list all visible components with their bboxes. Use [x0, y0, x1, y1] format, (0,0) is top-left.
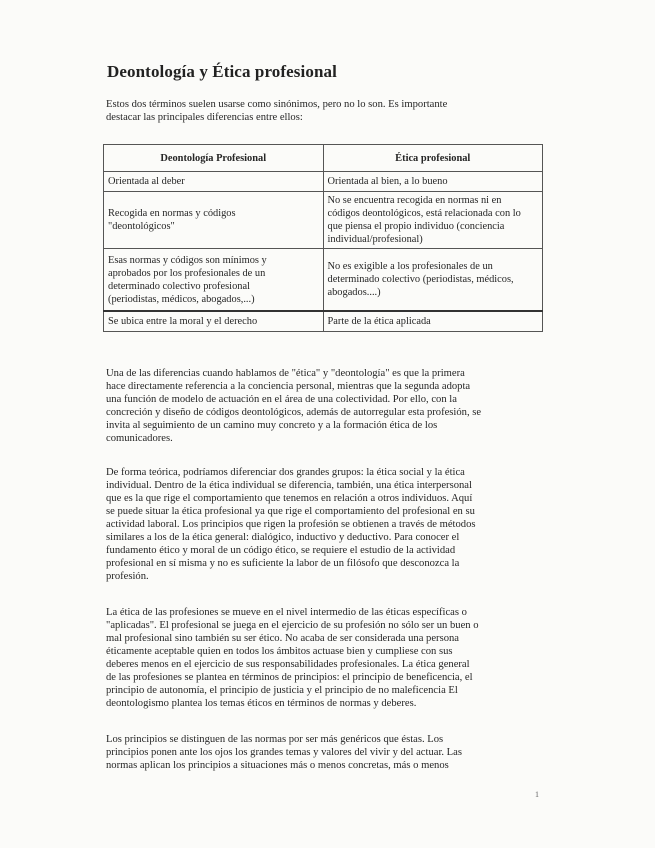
paragraph-line: profesión.	[106, 571, 149, 582]
paragraph-line: Los principios se distinguen de las normas por ser más genéricos que éstas. Los	[106, 734, 444, 745]
cell-line: Se ubica entre la moral y el derecho	[108, 316, 258, 327]
table-cell	[323, 249, 543, 312]
table-row	[104, 311, 543, 332]
cell-line: "deontológicos"	[108, 221, 175, 232]
comparison-table	[103, 144, 543, 332]
paragraph-line: éticamente aceptable quien en todos los ámbitos actuase bien y cumpliese con sus	[106, 646, 453, 657]
paragraph-line: deberes menos en el ejercicio de sus responsabilidades profesionales. La ética general	[106, 659, 470, 670]
column-header-etica: Ética profesional	[323, 145, 543, 172]
cell-line: Orientada al deber	[108, 176, 185, 187]
page-title: Deontología y Ética profesional	[107, 62, 337, 81]
paragraph-line: concreción y diseño de códigos deontológicos, además de autorregular esta profesión, se	[106, 407, 482, 418]
paragraph-line: similares a los de la ética general: dialógico, inductivo y deductivo. Para conocer el	[106, 532, 460, 543]
paragraph-line: principios ponen ante los ojos los grandes temas y valores del vivir y del actuar. Las	[106, 747, 462, 758]
cell-line: No se encuentra recogida en normas ni en	[327, 195, 502, 206]
page-mark: 1	[535, 790, 539, 799]
cell-line: Parte de la ética aplicada	[327, 316, 431, 327]
paragraph-line: principio de autonomía, el principio de justicia y el principio de no maleficencia El	[106, 685, 458, 696]
table-cell	[104, 249, 324, 312]
cell-line: que piensa el propio individuo (conciencia	[327, 221, 505, 232]
paragraph-line: comunicadores.	[106, 433, 173, 444]
cell-line: aprobados por los profesionales de un	[108, 267, 266, 279]
table-row	[104, 249, 543, 312]
paragraph-line: se puede situar la ética profesional ya que rige el comportamiento del profesional en su	[106, 506, 475, 517]
intro-line: Estos dos términos suelen usarse como sinónimos, pero no lo son. Es importante	[106, 99, 448, 110]
table-cell	[104, 172, 324, 192]
paragraph-line: La ética de las profesiones se mueve en el nivel intermedio de las éticas específicas o	[106, 607, 467, 618]
cell-line: Recogida en normas y códigos	[108, 208, 236, 219]
paragraph-line: fundamento ético y moral de un código ético, se requiere el estudio de la actividad	[106, 545, 456, 556]
cell-line: abogados....)	[327, 287, 381, 298]
paragraph-line: mal profesional sino también su ser ético. No acaba de ser considerada una persona	[106, 633, 459, 644]
paragraph-line: invita al seguimiento de un camino muy concreto y a la formación ética de los	[106, 420, 438, 431]
paragraph-line: deontologismo plantea los temas éticos en términos de normas y deberes.	[106, 698, 417, 709]
paragraph-line: una función de modelo de actuación en el área de una colectividad. Por ello, con la	[106, 394, 457, 405]
table-cell	[323, 192, 543, 249]
paragraph-line: profesional en sí misma y no es suficiente la labor de un filósofo que desconozca la	[106, 558, 460, 569]
cell-line: Esas normas y códigos son mínimos y	[108, 254, 267, 266]
cell-line: determinado colectivo (periodistas, médicos,	[327, 274, 514, 285]
paragraph-line: normas aplican los principios a situaciones más o menos concretas, más o menos	[106, 760, 449, 771]
paragraph-line: "aplicadas". El profesional se juega en el ejercicio de su profesión no sólo ser un buen o	[106, 620, 479, 631]
paragraph-line: de las profesiones se plantea en términos de principios: el principio de beneficencia, el	[106, 672, 473, 683]
cell-line: determinado colectivo profesional	[108, 280, 250, 292]
paragraph-line: hace directamente referencia a la conciencia personal, mientras que la segunda adopta	[106, 381, 471, 392]
table-cell	[104, 192, 324, 249]
table-row	[104, 192, 543, 249]
column-header-deontologia: Deontología Profesional	[104, 145, 324, 172]
table-header-row	[104, 145, 543, 172]
table-cell	[104, 311, 324, 332]
cell-line: No es exigible a los profesionales de un	[327, 261, 493, 272]
table-row	[104, 172, 543, 192]
paragraph-line: Una de las diferencias cuando hablamos de "ética" y "deontología" es que la primera	[106, 368, 465, 379]
cell-line: individual/profesional)	[327, 234, 423, 245]
paragraph-line: De forma teórica, podríamos diferenciar dos grandes grupos: la ética social y la ética	[106, 467, 465, 478]
cell-line: (periodistas, médicos, abogados,...)	[108, 293, 255, 305]
paragraph-line: individual. Dentro de la ética individual se diferencia, también, una ética interpersonal	[106, 480, 472, 491]
paragraph-line: que es la que rige el comportamiento que tenemos en relación a otros individuos. Aquí	[106, 493, 473, 504]
cell-line: Orientada al bien, a lo bueno	[327, 176, 448, 187]
intro-line: destacar las principales diferencias entre ellos:	[106, 112, 303, 123]
paragraph-line: actividad laboral. Los principios que rigen la profesión se obtienen a través de métodos	[106, 519, 476, 530]
table-cell	[323, 311, 543, 332]
table-cell	[323, 172, 543, 192]
cell-line: códigos deontológicos, está relacionada con lo	[327, 208, 521, 219]
